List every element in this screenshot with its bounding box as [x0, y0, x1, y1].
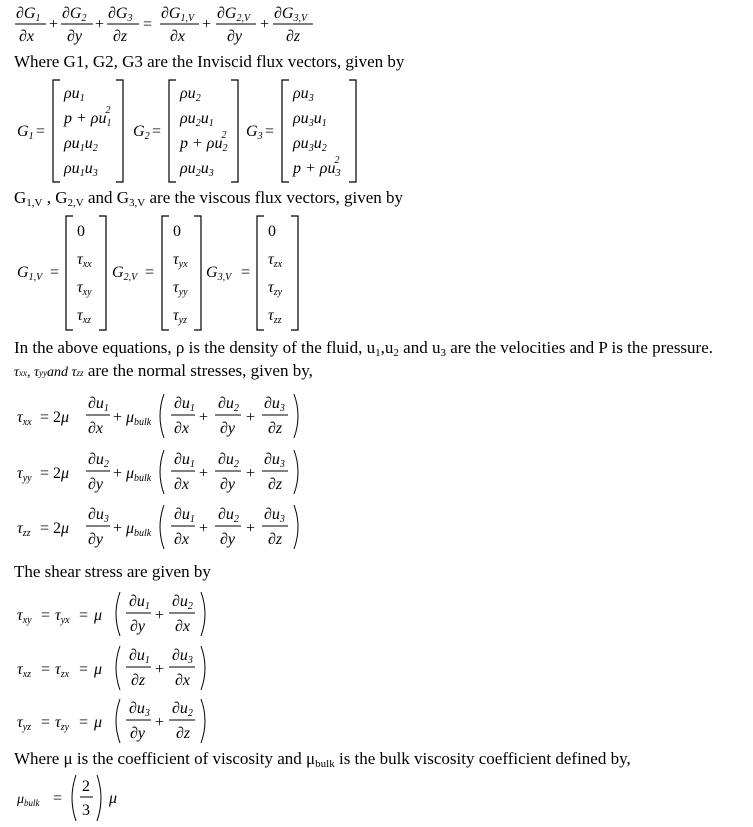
svg-text:τxy: τxy — [77, 279, 92, 298]
svg-text:ρu2u3: ρu2u3 — [180, 160, 214, 179]
svg-text:τyx: τyx — [173, 251, 188, 270]
svg-text:3: 3 — [82, 802, 90, 819]
svg-text:G3: G3 — [246, 123, 263, 142]
svg-text:=: = — [41, 714, 51, 731]
shear-intro: The shear stress are given by — [14, 562, 211, 581]
svg-text:0: 0 — [77, 223, 85, 240]
svg-text:∂u1: ∂u1 — [174, 395, 195, 414]
svg-text:∂u2: ∂u2 — [88, 451, 109, 470]
svg-text:ρu2: ρu2 — [180, 85, 201, 104]
svg-text:∂y: ∂y — [130, 618, 146, 635]
svg-text:μbulk: μbulk — [126, 465, 152, 484]
svg-text:+: + — [113, 465, 123, 482]
svg-text:=: = — [79, 714, 89, 731]
svg-text:τyx: τyx — [55, 607, 70, 626]
svg-text:+: + — [113, 409, 123, 426]
svg-text:+: + — [246, 465, 256, 482]
svg-text:∂z: ∂z — [268, 531, 283, 548]
svg-text:∂G3,V: ∂G3,V — [274, 5, 308, 24]
svg-text:μbulk: μbulk — [126, 520, 152, 539]
svg-text:G2: G2 — [133, 123, 150, 142]
svg-text:τyy: τyy — [173, 279, 188, 298]
svg-text:∂z: ∂z — [176, 725, 191, 742]
svg-text:=: = — [53, 790, 63, 807]
svg-text:2: 2 — [82, 778, 90, 795]
svg-text:∂y: ∂y — [130, 725, 146, 742]
svg-text:τzx: τzx — [268, 251, 283, 270]
above-equations-text: In the above equations, ρ is the density of the fluid, u1,u2 and u3 are the velocities and P is the pressure. — [14, 338, 714, 359]
svg-text:∂u3: ∂u3 — [129, 700, 150, 719]
svg-text:p + ρu32: p + ρu32 — [293, 155, 341, 179]
svg-text:p + ρu22: p + ρu22 — [180, 130, 228, 154]
svg-text:∂u1: ∂u1 — [174, 451, 195, 470]
svg-text:τxx: τxx — [77, 251, 92, 270]
svg-text:G3,V: G3,V — [206, 264, 232, 283]
svg-text:∂x: ∂x — [88, 420, 104, 437]
mu-definition-text: Where μ is the coefficient of viscosity and μbulk is the bulk viscosity coefficient defined by, — [14, 749, 631, 770]
svg-text:∂x: ∂x — [174, 531, 190, 548]
svg-text:G1,V: G1,V — [17, 264, 43, 283]
svg-text:∂G2,V: ∂G2,V — [217, 5, 251, 24]
svg-text:∂x: ∂x — [19, 28, 35, 45]
svg-text:∂y: ∂y — [67, 28, 83, 45]
svg-text:∂u3: ∂u3 — [88, 506, 109, 525]
svg-text:μ: μ — [94, 714, 103, 731]
svg-text:+: + — [202, 16, 212, 33]
normal-stresses-text: τxx, τyyand τzz are the normal stresses, given by, — [14, 361, 313, 380]
svg-text:= 2μ: = 2μ — [40, 520, 70, 537]
svg-text:∂u1: ∂u1 — [129, 593, 150, 612]
svg-text:p + ρu12: p + ρu12 — [64, 105, 112, 129]
svg-text:ρu3: ρu3 — [293, 85, 314, 104]
svg-text:∂u3: ∂u3 — [264, 451, 285, 470]
svg-text:∂u1: ∂u1 — [88, 395, 109, 414]
svg-text:∂u2: ∂u2 — [218, 506, 239, 525]
svg-text:∂x: ∂x — [174, 420, 190, 437]
normal-stress-equations — [0, 386, 330, 562]
mu-bulk-equation — [0, 771, 160, 825]
svg-text:+: + — [199, 520, 209, 537]
svg-text:∂x: ∂x — [175, 672, 191, 689]
svg-text:+: + — [155, 607, 165, 624]
svg-text:=: = — [79, 661, 89, 678]
svg-text:ρu1: ρu1 — [64, 85, 85, 104]
svg-text:∂G2: ∂G2 — [62, 5, 87, 24]
svg-text:∂y: ∂y — [88, 476, 104, 493]
svg-text:ρu1u3: ρu1u3 — [64, 160, 98, 179]
svg-text:+: + — [49, 16, 59, 33]
svg-text:μ: μ — [109, 790, 118, 807]
svg-text:=: = — [152, 123, 162, 140]
svg-text:∂y: ∂y — [220, 420, 236, 437]
svg-text:τzz: τzz — [268, 307, 282, 326]
svg-text:+: + — [246, 409, 256, 426]
svg-text:∂G3: ∂G3 — [108, 5, 133, 24]
svg-text:τxz: τxz — [77, 307, 92, 326]
svg-text:∂x: ∂x — [174, 476, 190, 493]
svg-text:=: = — [50, 264, 60, 281]
svg-text:∂z: ∂z — [268, 420, 283, 437]
svg-text:0: 0 — [173, 223, 181, 240]
svg-text:∂u3: ∂u3 — [172, 647, 193, 666]
svg-text:μ: μ — [94, 661, 103, 678]
svg-text:=: = — [36, 123, 46, 140]
svg-text:∂G1,V: ∂G1,V — [161, 5, 195, 24]
svg-text:=: = — [79, 607, 89, 624]
conservation-equation — [0, 0, 330, 52]
svg-text:τyz: τyz — [17, 714, 32, 733]
svg-text:μbulk: $\mu_{bulk}$ — [17, 792, 40, 808]
svg-text:τzz: τzz — [17, 520, 31, 539]
svg-text:ρu3u2: ρu3u2 — [293, 135, 327, 154]
svg-text:τzx: τzx — [55, 661, 70, 680]
viscous-flux-vectors — [0, 212, 330, 336]
svg-text:∂z: ∂z — [113, 28, 128, 45]
svg-text:ρu2u1: ρu2u1 — [180, 110, 214, 129]
svg-text:τyy: τyy — [17, 465, 32, 484]
svg-text:G2,V: G2,V — [112, 264, 138, 283]
svg-text:∂u2: ∂u2 — [172, 700, 193, 719]
svg-text:+: + — [199, 409, 209, 426]
svg-text:G1: G1 — [17, 123, 34, 142]
svg-text:0: 0 — [268, 223, 276, 240]
svg-text:∂z: ∂z — [268, 476, 283, 493]
svg-text:=: = — [41, 607, 51, 624]
svg-text:τzy: τzy — [55, 714, 70, 733]
svg-text:∂u3: ∂u3 — [264, 395, 285, 414]
svg-text:+: + — [95, 16, 105, 33]
svg-text:∂u1: ∂u1 — [174, 506, 195, 525]
svg-text:∂u2: ∂u2 — [218, 395, 239, 414]
svg-text:τxy: τxy — [17, 607, 32, 626]
svg-text:∂u2: ∂u2 — [218, 451, 239, 470]
svg-text:∂G1: ∂G1 — [16, 5, 41, 24]
svg-text:+: + — [260, 16, 270, 33]
svg-text:=: = — [241, 264, 251, 281]
inviscid-flux-vectors — [0, 76, 380, 188]
svg-text:∂u3: ∂u3 — [264, 506, 285, 525]
svg-text:∂x: ∂x — [175, 618, 191, 635]
svg-text:+: + — [246, 520, 256, 537]
svg-text:+: + — [155, 714, 165, 731]
shear-stress-equations — [0, 584, 230, 748]
viscous-intro: G1,V , G2,V and G3,V are the viscous flux vectors, given by — [14, 188, 404, 209]
svg-text:∂y: ∂y — [220, 476, 236, 493]
svg-text:∂y: ∂y — [88, 531, 104, 548]
svg-text:∂z: ∂z — [131, 672, 146, 689]
svg-text:∂z: ∂z — [286, 28, 301, 45]
svg-text:μ: μ — [94, 607, 103, 624]
svg-text:ρu3u1: ρu3u1 — [293, 110, 327, 129]
svg-text:=: = — [41, 661, 51, 678]
svg-text:∂u2: ∂u2 — [172, 593, 193, 612]
svg-text:τxx: τxx — [17, 409, 32, 428]
svg-text:+: + — [155, 661, 165, 678]
svg-text:∂y: ∂y — [227, 28, 243, 45]
svg-text:μbulk: μbulk — [126, 409, 152, 428]
svg-text:=: = — [265, 123, 275, 140]
svg-text:= 2μ: = 2μ — [40, 409, 70, 426]
svg-text:+: + — [199, 465, 209, 482]
inviscid-intro: Where G1, G2, G3 are the Inviscid flux vectors, given by — [14, 52, 405, 71]
svg-text:τyz: τyz — [173, 307, 188, 326]
svg-text:=: = — [143, 16, 153, 33]
svg-text:= 2μ: = 2μ — [40, 465, 70, 482]
svg-text:τzy: τzy — [268, 279, 283, 298]
svg-text:τxz: τxz — [17, 661, 32, 680]
svg-text:+: + — [113, 520, 123, 537]
svg-text:∂y: ∂y — [220, 531, 236, 548]
svg-text:ρu1u2: ρu1u2 — [64, 135, 98, 154]
svg-text:∂x: ∂x — [170, 28, 186, 45]
svg-text:=: = — [145, 264, 155, 281]
svg-text:∂u1: ∂u1 — [129, 647, 150, 666]
